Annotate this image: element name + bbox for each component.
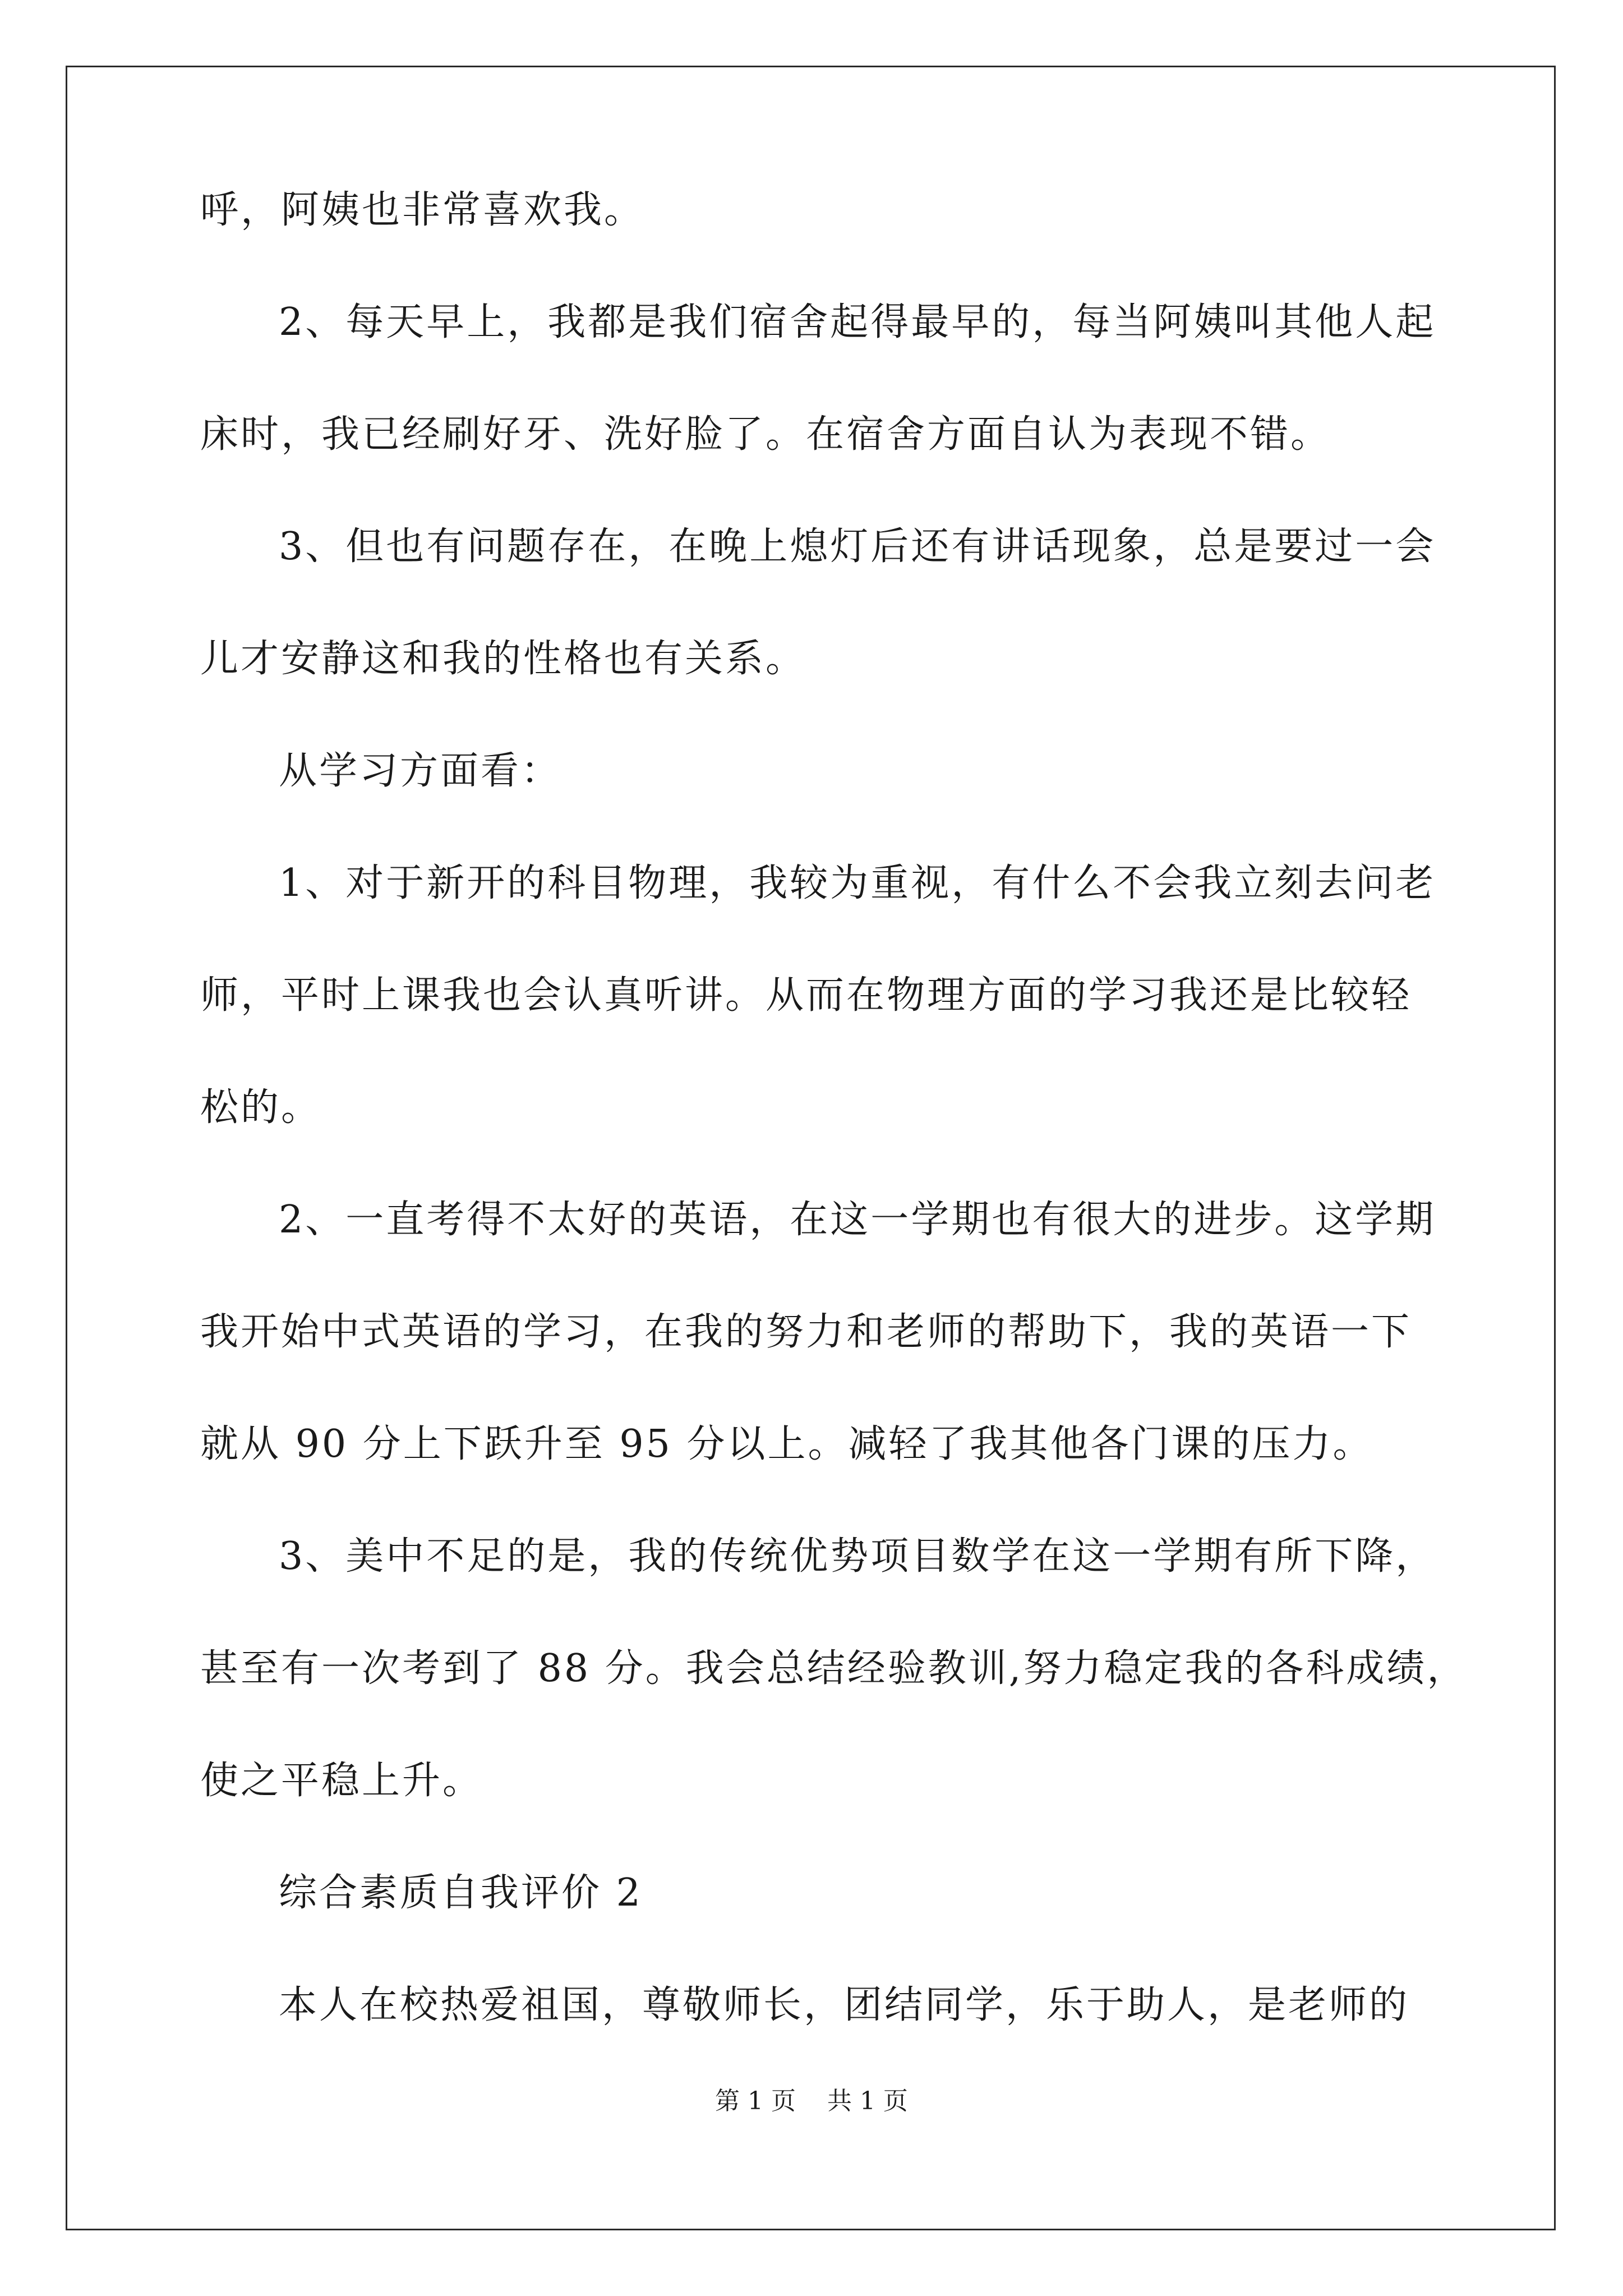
paragraph-line: 2、每天早上，我都是我们宿舍起得最早的，每当阿姨叫其他人起 xyxy=(279,300,1436,344)
text-line: 松的。 xyxy=(200,1085,322,1130)
paragraph-line: 3、但也有问题存在，在晚上熄灯后还有讲话现象，总是要过一会 xyxy=(279,524,1436,569)
page-number-footer: 第 1 页 共 1 页 xyxy=(715,2087,908,2115)
paragraph-line: 2、一直考得不太好的英语，在这一学期也有很大的进步。这学期 xyxy=(279,1198,1436,1242)
paragraph-line: 本人在校热爱祖国，尊敬师长，团结同学，乐于助人，是老师的 xyxy=(279,1983,1410,2027)
section-heading: 综合素质自我评价 2 xyxy=(279,1871,643,1915)
text-line: 呼，阿姨也非常喜欢我。 xyxy=(200,188,645,232)
text-line: 师，平时上课我也会认真听讲。从而在物理方面的学习我还是比较轻 xyxy=(200,973,1412,1018)
text-line: 甚至有一次考到了 88 分。我会总结经验教训,努力稳定我的各科成绩， xyxy=(200,1646,1468,1691)
text-line: 儿才安静这和我的性格也有关系。 xyxy=(200,637,806,681)
text-line: 我开始中式英语的学习，在我的努力和老师的帮助下，我的英语一下 xyxy=(200,1310,1412,1354)
text-line: 使之平稳上升。 xyxy=(200,1759,483,1803)
paragraph-line: 1、对于新开的科目物理，我较为重视，有什么不会我立刻去问老 xyxy=(279,861,1436,905)
paragraph-line: 3、美中不足的是，我的传统优势项目数学在这一学期有所下降， xyxy=(279,1534,1436,1579)
section-heading: 从学习方面看： xyxy=(279,749,562,793)
text-line: 就从 90 分上下跃升至 95 分以上。减轻了我其他各门课的压力。 xyxy=(200,1422,1373,1466)
text-line: 床时，我已经刷好牙、洗好脸了。在宿舍方面自认为表现不错。 xyxy=(200,412,1331,457)
